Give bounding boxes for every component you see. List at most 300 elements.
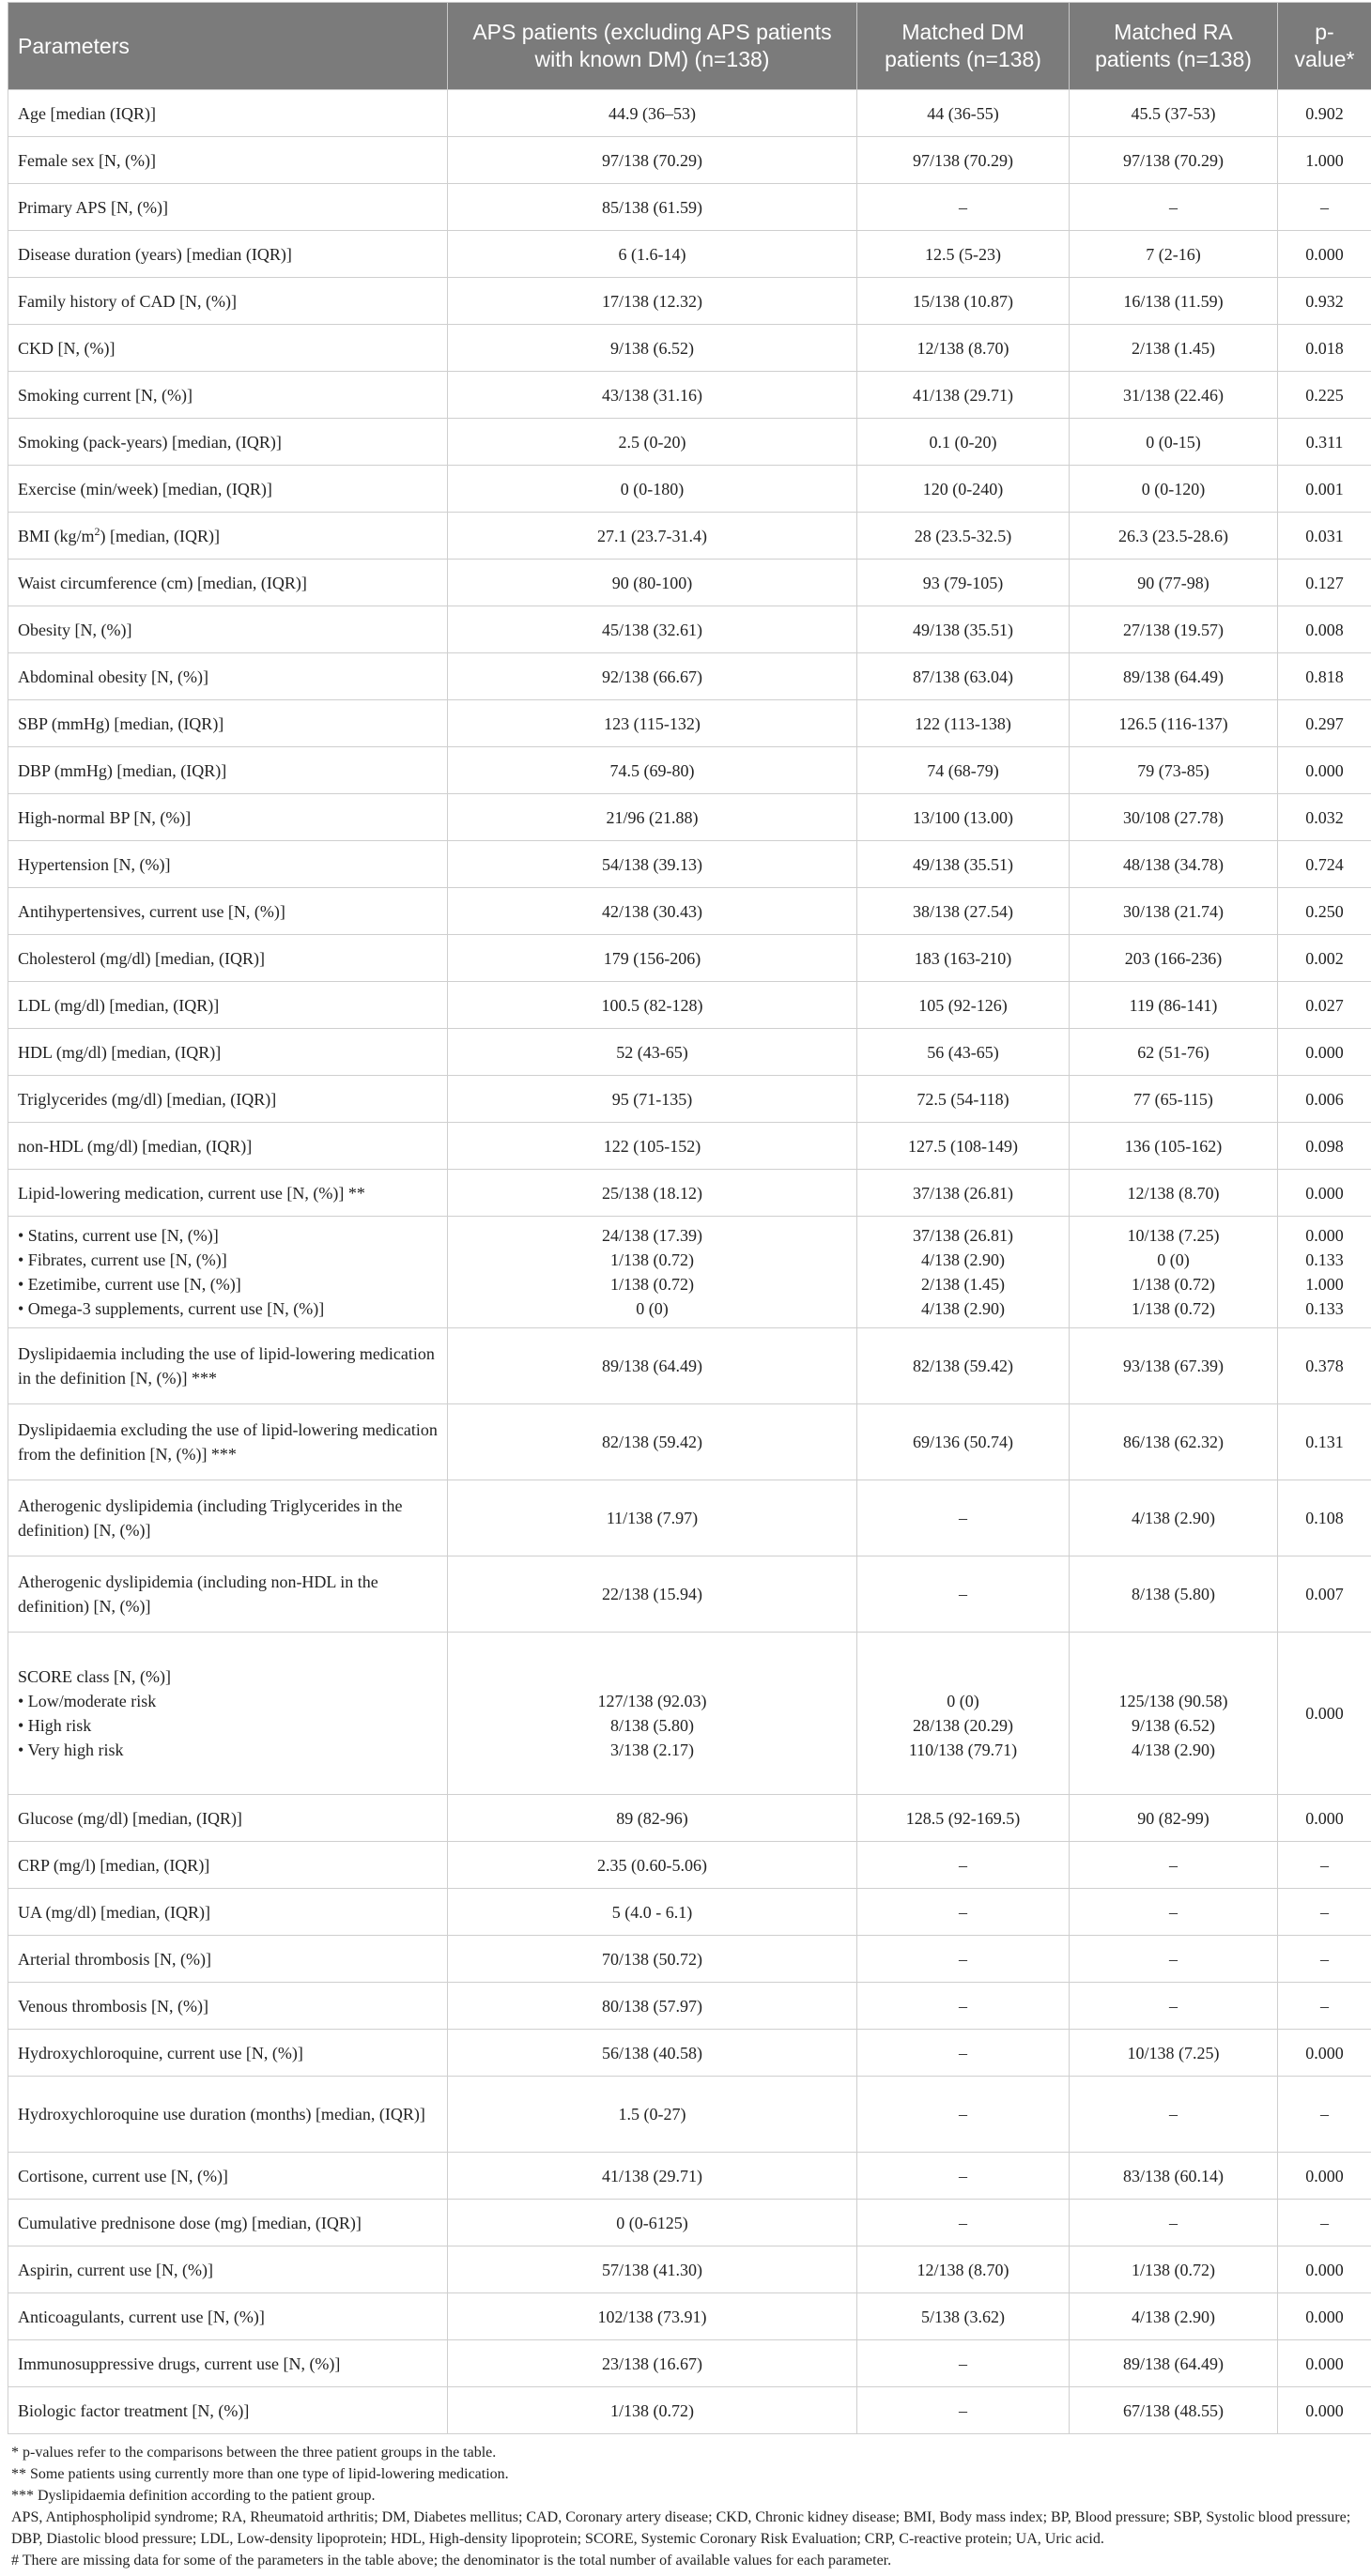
aps-cell: 70/138 (50.72) [448, 1936, 857, 1983]
aps-cell: 95 (71-135) [448, 1076, 857, 1123]
pvalue-cell: 0.000 [1278, 2387, 1371, 2434]
aps-cell: 102/138 (73.91) [448, 2293, 857, 2340]
parameter-cell: Arterial thrombosis [N, (%)] [8, 1936, 448, 1983]
cell-line: 125/138 (90.58) [1118, 1692, 1228, 1710]
aps-cell: 82/138 (59.42) [448, 1404, 857, 1480]
table-row [8, 1170, 1371, 1217]
dm-cell: – [857, 2387, 1070, 2434]
dm-cell: – [857, 1889, 1070, 1936]
dm-cell: 56 (43-65) [857, 1029, 1070, 1076]
ra-cell: – [1070, 1889, 1278, 1936]
pvalue-cell: 0.027 [1278, 982, 1371, 1029]
header-ra: Matched RA patients (n=138) [1070, 3, 1278, 90]
dm-cell: 120 (0-240) [857, 466, 1070, 513]
parameter-cell: LDL (mg/dl) [median, (IQR)] [8, 982, 448, 1029]
parameter-cell: Dyslipidaemia excluding the use of lipid-lowering medication from the definition [N, (%)] *** [8, 1404, 448, 1480]
table-row [8, 1076, 1371, 1123]
ra-cell: 93/138 (67.39) [1070, 1328, 1278, 1404]
parameter-cell: Family history of CAD [N, (%)] [8, 278, 448, 325]
ra-cell: 90 (77-98) [1070, 560, 1278, 606]
aps-cell: 57/138 (41.30) [448, 2246, 857, 2293]
pvalue-cell [1278, 1217, 1371, 1328]
dm-cell: 38/138 (27.54) [857, 888, 1070, 935]
ra-cell: 83/138 (60.14) [1070, 2153, 1278, 2200]
pvalue-cell: 0.000 [1278, 231, 1371, 278]
dm-cell: 49/138 (35.51) [857, 606, 1070, 653]
table-header [8, 3, 1371, 90]
aps-cell: 11/138 (7.97) [448, 1480, 857, 1556]
parameter-cell: Triglycerides (mg/dl) [median, (IQR)] [8, 1076, 448, 1123]
ra-cell: 16/138 (11.59) [1070, 278, 1278, 325]
table-row [8, 184, 1371, 231]
ra-cell: 27/138 (19.57) [1070, 606, 1278, 653]
ra-cell: – [1070, 1936, 1278, 1983]
dm-cell: 127.5 (108-149) [857, 1123, 1070, 1170]
cell-line: 0.000 [1305, 1226, 1344, 1245]
cell-line: 4/138 (2.90) [921, 1250, 1005, 1269]
footnote: ** Some patients using currently more than one type of lipid-lowering medication. [11, 2466, 509, 2482]
table-row [8, 888, 1371, 935]
cell-line: 24/138 (17.39) [602, 1226, 702, 1245]
aps-cell: 41/138 (29.71) [448, 2153, 857, 2200]
parameter-cell: Anticoagulants, current use [N, (%)] [8, 2293, 448, 2340]
dm-cell: – [857, 1936, 1070, 1983]
aps-cell: 6 (1.6-14) [448, 231, 857, 278]
header-pvalue: p-value* [1278, 3, 1371, 90]
dm-cell: – [857, 184, 1070, 231]
pvalue-cell: 0.098 [1278, 1123, 1371, 1170]
dm-cell: – [857, 1842, 1070, 1889]
table-row [8, 1983, 1371, 2030]
parameter-cell: non-HDL (mg/dl) [median, (IQR)] [8, 1123, 448, 1170]
parameter-cell: Smoking (pack-years) [median, (IQR)] [8, 419, 448, 466]
aps-cell: 97/138 (70.29) [448, 137, 857, 184]
aps-cell: 90 (80-100) [448, 560, 857, 606]
lipid-subgroup-row [8, 1217, 1371, 1328]
pvalue-cell: – [1278, 2077, 1371, 2153]
aps-cell: 122 (105-152) [448, 1123, 857, 1170]
cell-line: 3/138 (2.17) [610, 1740, 694, 1759]
ra-cell: 45.5 (37-53) [1070, 90, 1278, 137]
score-class-row [8, 1633, 1371, 1795]
ra-cell: 89/138 (64.49) [1070, 653, 1278, 700]
pvalue-cell: 0.008 [1278, 606, 1371, 653]
dm-cell: 41/138 (29.71) [857, 372, 1070, 419]
aps-cell: 22/138 (15.94) [448, 1556, 857, 1633]
cell-line: • Ezetimibe, current use [N, (%)] [18, 1275, 241, 1294]
table-row [8, 1936, 1371, 1983]
cell-line: • Statins, current use [N, (%)] [18, 1226, 219, 1245]
cell-line: 37/138 (26.81) [913, 1226, 1013, 1245]
aps-cell [448, 1633, 857, 1795]
table-row [8, 2077, 1371, 2153]
pvalue-cell: 0.006 [1278, 1076, 1371, 1123]
pvalue-cell: 0.000 [1278, 1795, 1371, 1842]
pvalue-cell: 0.131 [1278, 1404, 1371, 1480]
pvalue-cell: 0.002 [1278, 935, 1371, 982]
aps-cell: 85/138 (61.59) [448, 184, 857, 231]
cell-line: • Low/moderate risk [18, 1692, 157, 1710]
pvalue-cell: 0.018 [1278, 325, 1371, 372]
aps-cell: 1.5 (0-27) [448, 2077, 857, 2153]
dm-cell: – [857, 2200, 1070, 2246]
dm-cell: 44 (36-55) [857, 90, 1070, 137]
parameter-cell: CRP (mg/l) [median, (IQR)] [8, 1842, 448, 1889]
ra-cell: 7 (2-16) [1070, 231, 1278, 278]
table-row [8, 935, 1371, 982]
aps-cell: 25/138 (18.12) [448, 1170, 857, 1217]
table-row [8, 2293, 1371, 2340]
pvalue-cell: 0.000 [1278, 2153, 1371, 2200]
pvalue-cell: 1.000 [1278, 137, 1371, 184]
comparison-table [8, 2, 1371, 2434]
parameter-cell: Waist circumference (cm) [median, (IQR)] [8, 560, 448, 606]
cell-line: 8/138 (5.80) [610, 1716, 694, 1735]
parameter-cell: High-normal BP [N, (%)] [8, 794, 448, 841]
cell-line: • Fibrates, current use [N, (%)] [18, 1250, 227, 1269]
cell-line: 1/138 (0.72) [610, 1275, 694, 1294]
ra-cell: 0 (0-15) [1070, 419, 1278, 466]
aps-cell: 89/138 (64.49) [448, 1328, 857, 1404]
ra-cell [1070, 1217, 1278, 1328]
dm-cell: – [857, 1480, 1070, 1556]
header-parameters: Parameters [8, 3, 448, 90]
pvalue-cell: 0.000 [1278, 1029, 1371, 1076]
aps-cell: 2.35 (0.60-5.06) [448, 1842, 857, 1889]
aps-cell [448, 1217, 857, 1328]
table-row [8, 560, 1371, 606]
aps-cell: 2.5 (0-20) [448, 419, 857, 466]
cell-line: SCORE class [N, (%)] [18, 1667, 171, 1686]
pvalue-cell: 0.297 [1278, 700, 1371, 747]
aps-cell: 92/138 (66.67) [448, 653, 857, 700]
ra-cell: – [1070, 184, 1278, 231]
dm-cell: 87/138 (63.04) [857, 653, 1070, 700]
table-row [8, 1328, 1371, 1404]
ra-cell: 90 (82-99) [1070, 1795, 1278, 1842]
dm-cell: – [857, 1556, 1070, 1633]
dm-cell: 12/138 (8.70) [857, 2246, 1070, 2293]
ra-cell: 30/138 (21.74) [1070, 888, 1278, 935]
aps-cell: 42/138 (30.43) [448, 888, 857, 935]
dm-cell: 13/100 (13.00) [857, 794, 1070, 841]
ra-cell: 26.3 (23.5-28.6) [1070, 513, 1278, 560]
ra-cell: 119 (86-141) [1070, 982, 1278, 1029]
cell-line: • Very high risk [18, 1740, 124, 1759]
aps-cell: 23/138 (16.67) [448, 2340, 857, 2387]
pvalue-cell: 0.932 [1278, 278, 1371, 325]
cell-line: • Omega-3 supplements, current use [N, (%)] [18, 1299, 325, 1318]
ra-cell: 31/138 (22.46) [1070, 372, 1278, 419]
aps-cell: 123 (115-132) [448, 700, 857, 747]
parameter-cell: Smoking current [N, (%)] [8, 372, 448, 419]
aps-cell: 89 (82-96) [448, 1795, 857, 1842]
parameter-cell: Exercise (min/week) [median, (IQR)] [8, 466, 448, 513]
cell-line: 9/138 (6.52) [1132, 1716, 1215, 1735]
parameter-cell: Obesity [N, (%)] [8, 606, 448, 653]
aps-cell: 100.5 (82-128) [448, 982, 857, 1029]
table-body [8, 90, 1371, 2434]
table-row [8, 466, 1371, 513]
dm-cell [857, 1633, 1070, 1795]
parameter-cell: Aspirin, current use [N, (%)] [8, 2246, 448, 2293]
aps-cell: 21/96 (21.88) [448, 794, 857, 841]
ra-cell: 89/138 (64.49) [1070, 2340, 1278, 2387]
table-row [8, 137, 1371, 184]
ra-cell: 97/138 (70.29) [1070, 137, 1278, 184]
ra-cell: 62 (51-76) [1070, 1029, 1278, 1076]
table-row [8, 1889, 1371, 1936]
table-row [8, 1480, 1371, 1556]
table-row [8, 606, 1371, 653]
aps-cell: 17/138 (12.32) [448, 278, 857, 325]
ra-cell: 0 (0-120) [1070, 466, 1278, 513]
aps-cell: 45/138 (32.61) [448, 606, 857, 653]
footnote: APS, Antiphospholipid syndrome; RA, Rheumatoid arthritis; DM, Diabetes mellitus; CAD, Coronary artery disease; CKD, Chronic kidney disease; BMI, Body mass index; BP, Blood pressure; SBP, Systolic blood pressure; DBP, Diastolic blood pressure; LDL, Low-density lipoprotein; HDL, High-density lipoprotein; SCORE, Systemic Coronary Risk Evaluation; CRP, C-reactive protein; UA, Uric acid. [11, 2509, 1351, 2547]
ra-cell: – [1070, 2200, 1278, 2246]
table-row [8, 372, 1371, 419]
parameter-cell: Female sex [N, (%)] [8, 137, 448, 184]
dm-cell [857, 1217, 1070, 1328]
pvalue-cell: 0.724 [1278, 841, 1371, 888]
table-row [8, 700, 1371, 747]
pvalue-cell: 0.000 [1278, 747, 1371, 794]
ra-cell: 8/138 (5.80) [1070, 1556, 1278, 1633]
dm-cell: – [857, 2077, 1070, 2153]
cell-line: 10/138 (7.25) [1127, 1226, 1220, 1245]
dm-cell: 97/138 (70.29) [857, 137, 1070, 184]
table-row [8, 653, 1371, 700]
pvalue-cell: 0.000 [1278, 2246, 1371, 2293]
ra-cell: 2/138 (1.45) [1070, 325, 1278, 372]
ra-cell: 1/138 (0.72) [1070, 2246, 1278, 2293]
pvalue-cell: 0.031 [1278, 513, 1371, 560]
ra-cell: 136 (105-162) [1070, 1123, 1278, 1170]
ra-cell: 10/138 (7.25) [1070, 2030, 1278, 2077]
cell-line: 0.133 [1305, 1299, 1344, 1318]
parameter-cell: Dyslipidaemia including the use of lipid-lowering medication in the definition [N, (%)] *** [8, 1328, 448, 1404]
dm-cell: 5/138 (3.62) [857, 2293, 1070, 2340]
parameter-cell: Hydroxychloroquine, current use [N, (%)] [8, 2030, 448, 2077]
dm-cell: 183 (163-210) [857, 935, 1070, 982]
aps-cell: 52 (43-65) [448, 1029, 857, 1076]
parameter-cell: SBP (mmHg) [median, (IQR)] [8, 700, 448, 747]
parameter-cell: Venous thrombosis [N, (%)] [8, 1983, 448, 2030]
table-row [8, 325, 1371, 372]
cell-line: 2/138 (1.45) [921, 1275, 1005, 1294]
table-row [8, 2340, 1371, 2387]
aps-cell: 179 (156-206) [448, 935, 857, 982]
parameter-cell: DBP (mmHg) [median, (IQR)] [8, 747, 448, 794]
parameter-cell: Cumulative prednisone dose (mg) [median, (IQR)] [8, 2200, 448, 2246]
cell-line: 28/138 (20.29) [913, 1716, 1013, 1735]
table-row [8, 278, 1371, 325]
pvalue-cell: 0.001 [1278, 466, 1371, 513]
aps-cell: 80/138 (57.97) [448, 1983, 857, 2030]
table-row [8, 2200, 1371, 2246]
dm-cell: 93 (79-105) [857, 560, 1070, 606]
aps-cell: 27.1 (23.7-31.4) [448, 513, 857, 560]
dm-cell: 128.5 (92-169.5) [857, 1795, 1070, 1842]
dm-cell: 0.1 (0-20) [857, 419, 1070, 466]
table-row [8, 841, 1371, 888]
table-row [8, 1556, 1371, 1633]
parameter-cell [8, 1633, 448, 1795]
table-row [8, 513, 1371, 560]
dm-cell: 74 (68-79) [857, 747, 1070, 794]
parameter-cell: Cholesterol (mg/dl) [median, (IQR)] [8, 935, 448, 982]
table-row [8, 2246, 1371, 2293]
pvalue-cell: 0.225 [1278, 372, 1371, 419]
dm-cell: 122 (113-138) [857, 700, 1070, 747]
cell-line: 1/138 (0.72) [1132, 1299, 1215, 1318]
cell-line: 1.000 [1305, 1275, 1344, 1294]
ra-cell: 4/138 (2.90) [1070, 1480, 1278, 1556]
dm-cell: 37/138 (26.81) [857, 1170, 1070, 1217]
table-container [8, 2, 1371, 2571]
parameter-cell: HDL (mg/dl) [median, (IQR)] [8, 1029, 448, 1076]
table-row [8, 2153, 1371, 2200]
table-row [8, 2387, 1371, 2434]
aps-cell: 56/138 (40.58) [448, 2030, 857, 2077]
table-row [8, 1842, 1371, 1889]
parameter-cell: Antihypertensives, current use [N, (%)] [8, 888, 448, 935]
parameter-cell: Atherogenic dyslipidemia (including non-HDL in the definition) [N, (%)] [8, 1556, 448, 1633]
pvalue-cell: – [1278, 1983, 1371, 2030]
table-row [8, 747, 1371, 794]
ra-cell: 203 (166-236) [1070, 935, 1278, 982]
cell-line: 0.133 [1305, 1250, 1344, 1269]
table-row [8, 419, 1371, 466]
dm-cell: 12/138 (8.70) [857, 325, 1070, 372]
cell-line: 1/138 (0.72) [610, 1250, 694, 1269]
table-footnotes [8, 2434, 1363, 2571]
dm-cell: 82/138 (59.42) [857, 1328, 1070, 1404]
pvalue-cell: 0.000 [1278, 2293, 1371, 2340]
pvalue-cell: 0.000 [1278, 1633, 1371, 1795]
dm-cell: – [857, 2340, 1070, 2387]
parameter-cell: Biologic factor treatment [N, (%)] [8, 2387, 448, 2434]
dm-cell: 28 (23.5-32.5) [857, 513, 1070, 560]
table-row [8, 1404, 1371, 1480]
aps-cell: 54/138 (39.13) [448, 841, 857, 888]
cell-line: 1/138 (0.72) [1132, 1275, 1215, 1294]
header-dm: Matched DM patients (n=138) [857, 3, 1070, 90]
table-row [8, 231, 1371, 278]
footnote: * p-values refer to the comparisons between the three patient groups in the table. [11, 2445, 497, 2461]
table-row [8, 794, 1371, 841]
cell-line: 110/138 (79.71) [908, 1740, 1018, 1759]
parameter-cell: BMI $(kg/m^2)$ [median, (IQR)] [8, 513, 448, 560]
parameter-cell: Hydroxychloroquine use duration (months) [median, (IQR)] [8, 2077, 448, 2153]
ra-cell: – [1070, 1983, 1278, 2030]
pvalue-cell: – [1278, 1936, 1371, 1983]
aps-cell: 44.9 (36–53) [448, 90, 857, 137]
cell-line: 0 (0) [636, 1299, 669, 1318]
parameter-cell: Glucose (mg/dl) [median, (IQR)] [8, 1795, 448, 1842]
aps-cell: 43/138 (31.16) [448, 372, 857, 419]
table-row [8, 982, 1371, 1029]
cell-line: 4/138 (2.90) [1132, 1740, 1215, 1759]
ra-cell: 77 (65-115) [1070, 1076, 1278, 1123]
footnote: # There are missing data for some of the parameters in the table above; the denominator is the total number of available values for each parameter. [11, 2553, 892, 2568]
cell-line: • High risk [18, 1716, 92, 1735]
dm-cell: 15/138 (10.87) [857, 278, 1070, 325]
cell-line: 0 (0) [947, 1692, 979, 1710]
cell-line: 0 (0) [1157, 1250, 1190, 1269]
ra-cell: 126.5 (116-137) [1070, 700, 1278, 747]
dm-cell: – [857, 2030, 1070, 2077]
parameter-cell: Atherogenic dyslipidemia (including Triglycerides in the definition) [N, (%)] [8, 1480, 448, 1556]
aps-cell: 0 (0-180) [448, 466, 857, 513]
parameter-cell: Lipid-lowering medication, current use [N, (%)] ** [8, 1170, 448, 1217]
pvalue-cell: – [1278, 2200, 1371, 2246]
dm-cell: 69/136 (50.74) [857, 1404, 1070, 1480]
pvalue-cell: 0.250 [1278, 888, 1371, 935]
aps-cell: 5 (4.0 - 6.1) [448, 1889, 857, 1936]
pvalue-cell: – [1278, 1842, 1371, 1889]
ra-cell: 4/138 (2.90) [1070, 2293, 1278, 2340]
aps-cell: 1/138 (0.72) [448, 2387, 857, 2434]
dm-cell: 72.5 (54-118) [857, 1076, 1070, 1123]
pvalue-cell: 0.311 [1278, 419, 1371, 466]
ra-cell: 12/138 (8.70) [1070, 1170, 1278, 1217]
parameter-cell: Hypertension [N, (%)] [8, 841, 448, 888]
ra-cell: 79 (73-85) [1070, 747, 1278, 794]
header-aps: APS patients (excluding APS patients with known DM) (n=138) [448, 3, 857, 90]
parameter-cell: CKD [N, (%)] [8, 325, 448, 372]
header-row [8, 3, 1371, 90]
table-row [8, 90, 1371, 137]
aps-cell: 0 (0-6125) [448, 2200, 857, 2246]
table-row [8, 1795, 1371, 1842]
pvalue-cell: – [1278, 184, 1371, 231]
parameter-cell: Disease duration (years) [median (IQR)] [8, 231, 448, 278]
cell-line: 4/138 (2.90) [921, 1299, 1005, 1318]
ra-cell: 67/138 (48.55) [1070, 2387, 1278, 2434]
ra-cell [1070, 1633, 1278, 1795]
parameter-cell: Age [median (IQR)] [8, 90, 448, 137]
pvalue-cell: 0.000 [1278, 2030, 1371, 2077]
pvalue-cell: 0.032 [1278, 794, 1371, 841]
pvalue-cell: 0.108 [1278, 1480, 1371, 1556]
ra-cell: 30/108 (27.78) [1070, 794, 1278, 841]
pvalue-cell: 0.127 [1278, 560, 1371, 606]
parameter-cell: Cortisone, current use [N, (%)] [8, 2153, 448, 2200]
pvalue-cell: 0.378 [1278, 1328, 1371, 1404]
aps-cell: 9/138 (6.52) [448, 325, 857, 372]
pvalue-cell: 0.902 [1278, 90, 1371, 137]
pvalue-cell: 0.000 [1278, 1170, 1371, 1217]
pvalue-cell: 0.000 [1278, 2340, 1371, 2387]
cell-line: 127/138 (92.03) [597, 1692, 707, 1710]
parameter-cell: Immunosuppressive drugs, current use [N, (%)] [8, 2340, 448, 2387]
dm-cell: – [857, 2153, 1070, 2200]
dm-cell: – [857, 1983, 1070, 2030]
pvalue-cell: 0.818 [1278, 653, 1371, 700]
parameter-cell [8, 1217, 448, 1328]
dm-cell: 12.5 (5-23) [857, 231, 1070, 278]
parameter-cell: UA (mg/dl) [median, (IQR)] [8, 1889, 448, 1936]
table-row [8, 2030, 1371, 2077]
ra-cell: – [1070, 2077, 1278, 2153]
pvalue-cell: 0.007 [1278, 1556, 1371, 1633]
parameter-cell: Primary APS [N, (%)] [8, 184, 448, 231]
ra-cell: 48/138 (34.78) [1070, 841, 1278, 888]
dm-cell: 49/138 (35.51) [857, 841, 1070, 888]
pvalue-cell: – [1278, 1889, 1371, 1936]
table-row [8, 1123, 1371, 1170]
